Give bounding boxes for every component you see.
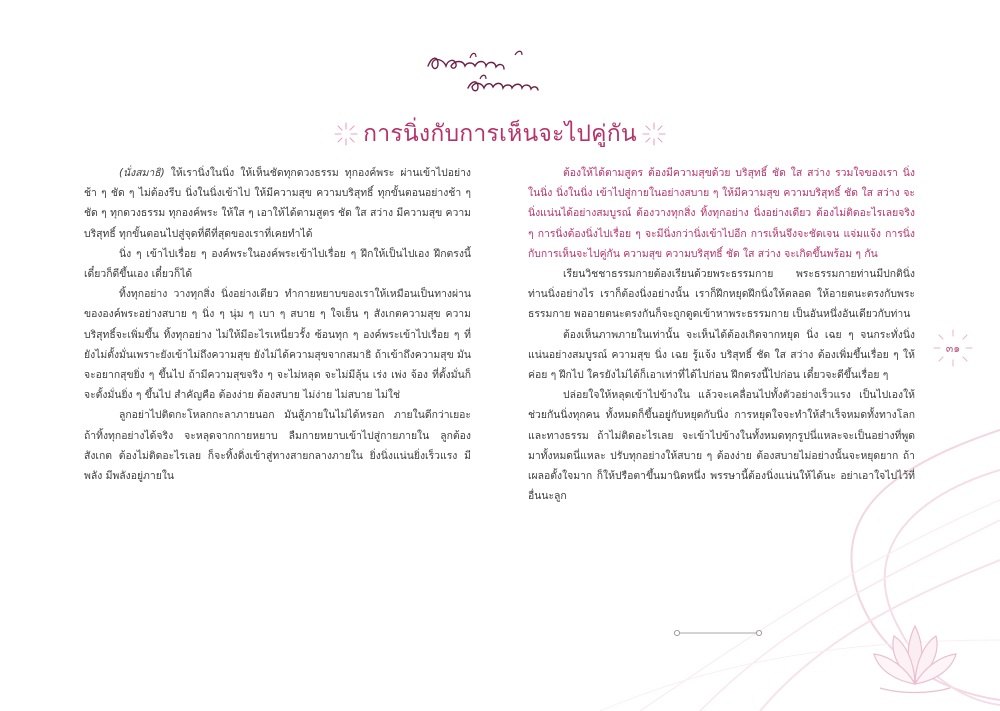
sparkle-icon xyxy=(333,121,359,147)
paragraph: ทิ้งทุกอย่าง วางทุกสิ่ง นิ่งอย่างเดียว ทำกายหยาบของเราให้เหมือนเป็นทางผ่านขององค์พระอย่างสบาย ๆ นิ่ง ๆ นุ่ม ๆ เบา ๆ สบาย ๆ ใจเย็น ๆ สังเกตความสุข ความบริสุทธิ์จะเพิ่มขึ้น ทิ้งทุกอย่าง ไม่ให้มีอะไรเหนี่ยวรั้ง ซ้อนทุก ๆ องค์พระเข้าไปเรื่อย ๆ ที่ยังไม่ตั้งมั่นเพราะยังเข้าไม่ถึงความสุข ยังไม่ได้ความสุขจากสมาธิ ถ้าเข้าถึงความสุข มันจะอยากสุขยิ่ง ๆ ขึ้นไป ถ้ามีความสุขจริง ๆ จะไม่หลุด จะไม่มีลุ้น เร่ง เพ่ง จ้อง ที่ตั้งมั่นก็จะตั้งมั่นยิ่ง ๆ ขึ้นไป สำคัญคือ ต้องง่าย ต้องสบาย ไม่ง่าย ไม่สบาย ไม่ใช่ xyxy=(84,288,471,402)
right-column xyxy=(528,163,915,506)
paragraph-prefix: (นั่งสมาธิ) xyxy=(119,167,165,179)
paragraph: นิ่ง ๆ เข้าไปเรื่อย ๆ องค์พระในองค์พระเข้าไปเรื่อย ๆ ฝึกให้เป็นไปเอง ฝึกตรงนี้ เดี๋ยวก็ดีขึ้นเอง เดี๋ยวก็ได้ xyxy=(84,247,471,281)
page-number: ๓๑ xyxy=(945,342,961,355)
divider-ornament-icon xyxy=(672,626,764,640)
paragraph: ปล่อยใจให้หลุดเข้าไปข้างใน แล้วจะเคลื่อนไปทั้งตัวอย่างเร็วแรง เป็นไปเองให้ช่วยกันนิ่งทุกคน ทั้งหมดก็ขึ้นอยู่กับหยุดกับนิ่ง การหยุดใจจะทำให้สำเร็จหมดทั้งทางโลกและทางธรรม ถ้าไม่ติดอะไรเลย จะเข้าไปข้างในทั้งหมดทุกรูปนี่แหละจะเป็นอย่างที่พูดมาทั้งหมดนี่แหละ ปรับทุกอย่างให้สบาย ๆ ต้องง่าย ต้องสบายไม่อย่างนั้นจะหยุดยาก ถ้าเผลอตั้งใจมาก ก็ให้ปรือตาขึ้นมานิดหนึ่ง พรรษานี้ต้องนิ่งแน่นให้ได้นะ อย่าเอาใจไปไว้ที่อื่นนะลูก xyxy=(528,389,915,503)
page-number-badge xyxy=(928,328,978,368)
sparkle-icon xyxy=(641,121,667,147)
signature-icon xyxy=(420,38,570,100)
paragraph-text: ให้เรานิ่งในนิ่ง ให้เห็นชัดทุกดวงธรรม ทุกองค์พระ ผ่านเข้าไปอย่างช้า ๆ ชัด ๆ ไม่ต้องรีบ นิ่งในนิ่งเข้าไป ให้มีความสุข ความบริสุทธิ์ ทุกขั้นตอนอย่างช้า ๆ ชัด ๆ ทุกดวงธรรม ทุกองค์พระ ให้ใส ๆ เอาให้ได้ตามสูตร ชัด ใส สว่าง มีความสุข ความบริสุทธิ์ ทุกขั้นตอนไปสู่จุดที่ดีที่สุดของเราที่เคยทำได้ xyxy=(84,167,471,240)
paragraph xyxy=(84,163,471,244)
page-title: การนิ่งกับการเห็นจะไปคู่กัน xyxy=(363,121,637,147)
paragraph: เรียนวิชชาธรรมกายต้องเรียนด้วยพระธรรมกาย พระธรรมกายท่านมีปกตินิ่ง ท่านนิ่งอย่างไร เราก็ต้องนิ่งอย่างนั้น เราก็ฝึกหยุดฝึกนิ่งให้ตลอด ให้อายตนะตรงกับพระธรรมกาย พออายตนะตรงกันก็จะถูกดูดเข้าหาพระธรรมกาย เป็นอันหนึ่งอันเดียวกับท่าน xyxy=(528,268,915,321)
left-column xyxy=(84,163,471,486)
lead-paragraph: ต้องให้ได้ตามสูตร ต้องมีความสุขด้วย บริสุทธิ์ ชัด ใส สว่าง รวมใจของเรา นิ่งในนิ่ง นิ่งในนิ่ง เข้าไปสู่กายในอย่างสบาย ๆ ให้มีความสุข ความบริสุทธิ์ ชัด ใส สว่าง จะนิ่งแน่นได้อย่างสมบูรณ์ ต้องวางทุกสิ่ง ทิ้งทุกอย่าง นิ่งอย่างเดียว ต้องไม่ติดอะไรเลยจริง ๆ การนิ่งต้องนิ่งไปเรื่อย ๆ จะมีนิ่งกว่านิ่งเข้าไปอีก การเห็นจึงจะชัดเจน แจ่มแจ้ง การนิ่งกับการเห็นจะไปคู่กัน ความสุข ความบริสุทธิ์ ชัด ใส สว่าง จะเกิดขึ้นพร้อม ๆ กัน xyxy=(528,167,915,260)
lotus-icon xyxy=(860,612,970,702)
title-row xyxy=(0,116,1000,152)
paragraph: ลูกอย่าไปติดกะโหลกกะลาภายนอก มันสู้ภายในไม่ได้หรอก ภายในดีกว่าเยอะ ถ้าทิ้งทุกอย่างได้จริง จะหลุดจากกายหยาบ ลืมกายหยาบเข้าไปสู่กายภายใน ลูกต้องสังเกต ต้องไม่ติดอะไรเลย ก็จะทิ้งดิ่งเข้าสู่ทางสายกลางภายใน ยิ่งนิ่งแน่นยิ่งเร็วแรง มีพลัง มีพลังอยู่ภายใน xyxy=(84,409,471,483)
paragraph: ต้องเห็นภาพภายในเท่านั้น จะเห็นได้ต้องเกิดจากหยุด นิ่ง เฉย ๆ จนกระทั่งนิ่งแน่นอย่างสมบูรณ์ ความสุข นิ่ง เฉย รู้แจ้ง บริสุทธิ์ ชัด ใส สว่าง ต้องเพิ่มขึ้นเรื่อย ๆ ให้ค่อย ๆ ฝึกไป ใครยังไม่ได้ก็เอาเท่าที่ได้ไปก่อน ฝึกตรงนี้ไปก่อน เดี๋ยวจะดีขึ้นเรื่อย ๆ xyxy=(528,328,915,382)
